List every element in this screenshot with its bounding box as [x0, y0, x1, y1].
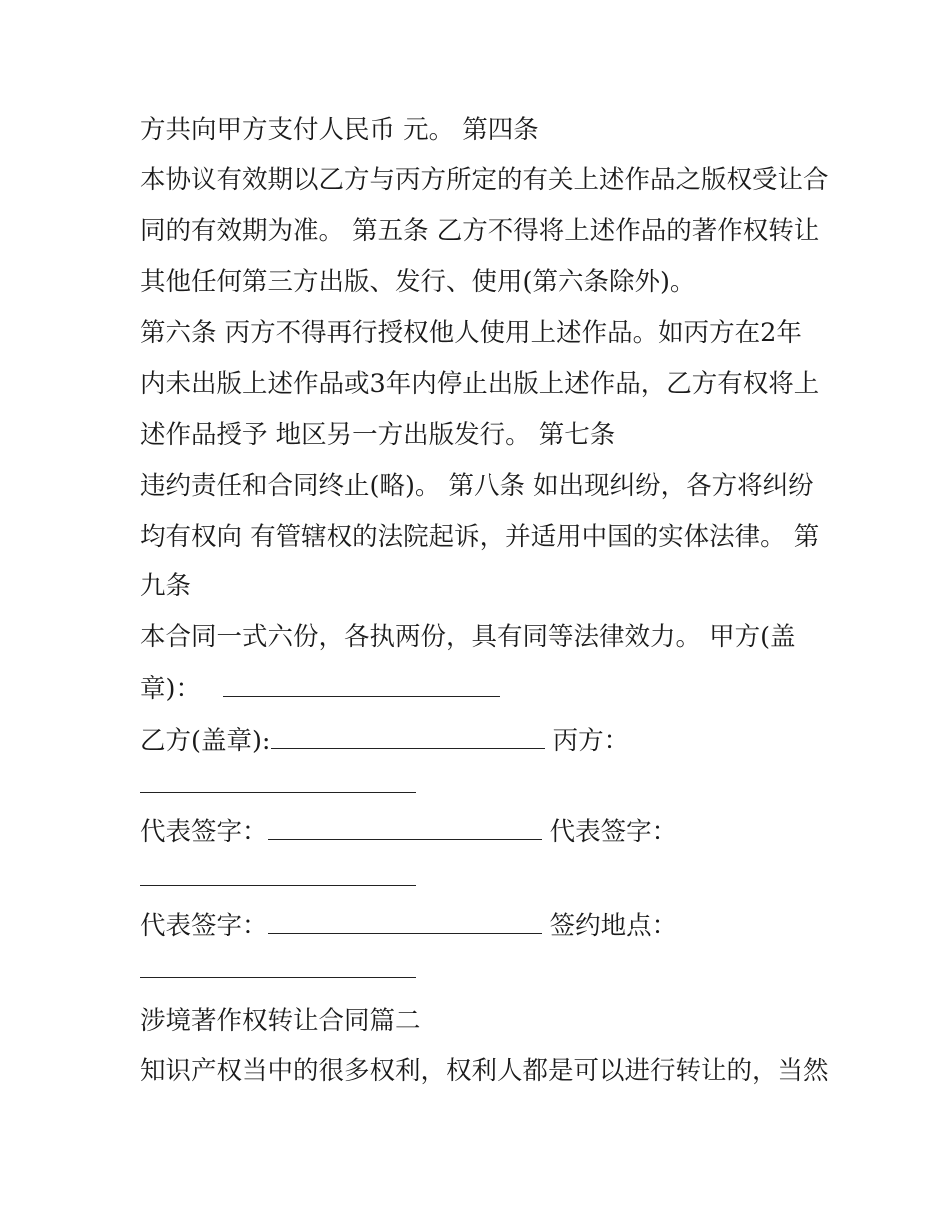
rep-sign-label: 代表签字： [140, 817, 268, 847]
rep-sign-label: 代表签字： [549, 817, 678, 847]
party-a-signature-row [140, 674, 500, 704]
rep-sign-blank[interactable] [268, 817, 542, 840]
party-a-blank[interactable] [223, 674, 500, 697]
paragraph-line: 方共向甲方支付人民币 元。 第四条 [140, 115, 539, 145]
paragraph-line: 均有权向 有管辖权的法院起诉，并适用中国的实体法律。 第 [140, 522, 820, 552]
section-title: 涉境著作权转让合同篇二 [140, 1006, 421, 1036]
party-c-label: 丙方： [552, 726, 630, 756]
paragraph-line: 本合同一式六份，各执两份，具有同等法律效力。 甲方(盖 [140, 622, 796, 652]
paragraph-line: 其他任何第三方出版、发行、使用(第六条除外)。 [140, 267, 696, 297]
sign-place-label: 签约地点： [549, 911, 678, 941]
sign-place-blank[interactable] [140, 977, 416, 978]
paragraph-line: 同的有效期为准。 第五条 乙方不得将上述作品的著作权转让 [140, 216, 820, 246]
rep-sign-label: 代表签字： [140, 911, 268, 941]
rep-signature-row-1 [140, 817, 677, 847]
paragraph-line: 知识产权当中的很多权利，权利人都是可以进行转让的，当然 [140, 1056, 829, 1086]
rep-signature-row-2 [140, 911, 677, 941]
party-b-blank[interactable] [271, 726, 545, 749]
rep-sign-blank[interactable] [268, 911, 542, 934]
party-b-label: 乙方(盖章): [140, 726, 271, 756]
party-b-signature-row [140, 726, 629, 756]
paragraph-line: 九条 [140, 571, 192, 601]
paragraph-line: 违约责任和合同终止(略)。 第八条 如出现纠纷，各方将纠纷 [140, 471, 814, 501]
party-c-blank[interactable] [140, 792, 416, 793]
paragraph-line: 述作品授予 地区另一方出版发行。 第七条 [140, 420, 616, 450]
paragraph-line: 内未出版上述作品或3年内停止出版上述作品，乙方有权将上 [140, 369, 820, 399]
party-a-label: 章)： [140, 674, 201, 704]
paragraph-line: 第六条 丙方不得再行授权他人使用上述作品。如丙方在2年 [140, 318, 802, 348]
paragraph-line: 本协议有效期以乙方与丙方所定的有关上述作品之版权受让合 [140, 165, 829, 195]
rep-sign-blank[interactable] [140, 885, 416, 886]
